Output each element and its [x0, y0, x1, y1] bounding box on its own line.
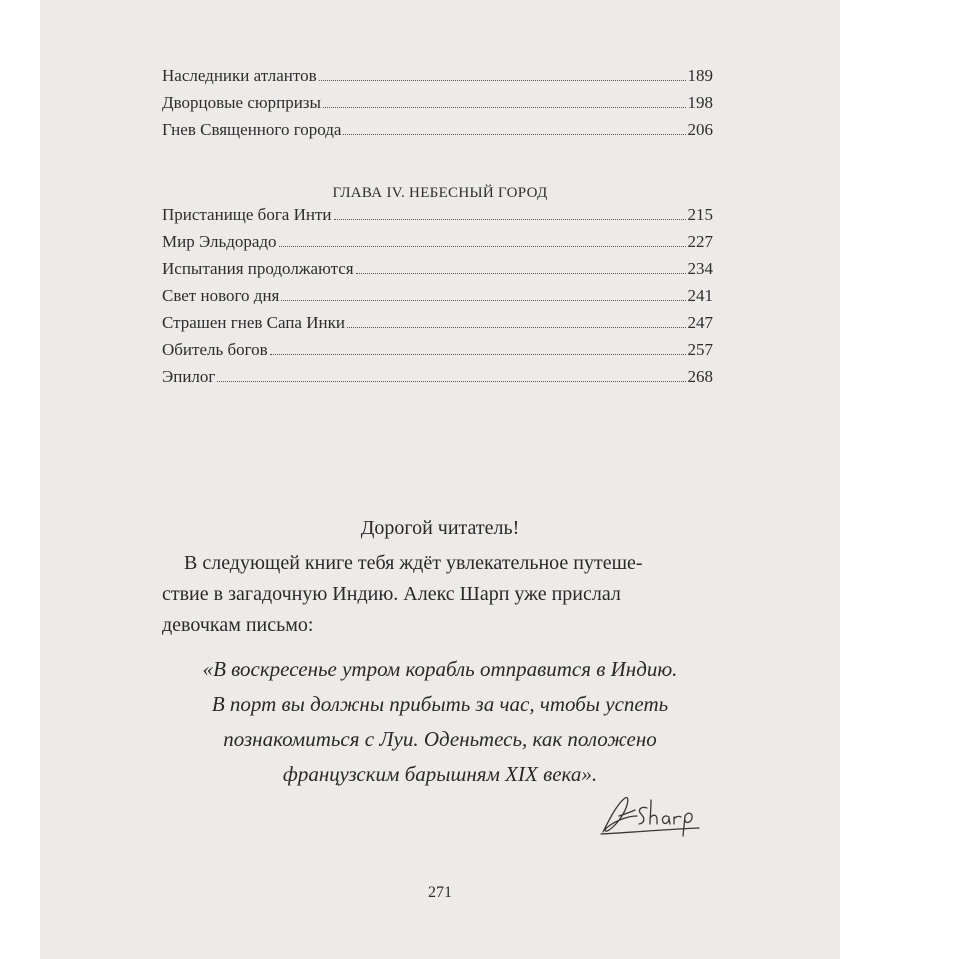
toc-leader-dots	[343, 134, 685, 135]
toc-entry-page: 215	[687, 205, 713, 224]
letter-line: познакомиться с Луи. Оденьтесь, как положено	[223, 727, 657, 751]
chapter-heading: ГЛАВА IV. НЕБЕСНЫЙ ГОРОД	[332, 185, 548, 201]
toc-entry	[162, 340, 713, 367]
toc-entry-page: 206	[687, 120, 713, 139]
toc-entry-page: 227	[687, 232, 713, 251]
toc-entry-page: 257	[687, 340, 713, 359]
page-number: 271	[428, 884, 452, 901]
reader-note-paragraph	[162, 548, 713, 641]
toc-entry	[162, 313, 713, 340]
toc-entry-title: Испытания продолжаются	[162, 259, 354, 278]
reader-note-heading: Дорогой читатель!	[360, 517, 520, 539]
toc-entry	[162, 259, 713, 286]
toc-section-chapter-4	[162, 205, 713, 394]
toc-entry-title: Дворцовые сюрпризы	[162, 93, 321, 112]
toc-entry-title: Наследники атлантов	[162, 66, 317, 85]
toc-section-previous	[162, 66, 713, 147]
letter-line: французским барышням XIX века».	[282, 762, 598, 786]
reader-note-line: В следующей книге тебя ждёт увлекательное путеше-	[184, 552, 643, 574]
reader-note-line: ствие в загадочную Индию. Алекс Шарп уже прислал	[162, 583, 621, 605]
toc-entry	[162, 232, 713, 259]
toc-entry	[162, 120, 713, 147]
toc-entry	[162, 367, 713, 394]
toc-entry-page: 268	[687, 367, 713, 386]
toc-entry-title: Страшен гнев Сапа Инки	[162, 313, 345, 332]
toc-entry-page: 247	[687, 313, 713, 332]
handwritten-signature	[595, 790, 705, 840]
toc-entry-title: Обитель богов	[162, 340, 268, 359]
toc-leader-dots	[281, 300, 685, 301]
toc-leader-dots	[356, 273, 686, 274]
toc-entry-page: 198	[687, 93, 713, 112]
toc-entry-title: Эпилог	[162, 367, 216, 386]
toc-leader-dots	[323, 107, 686, 108]
toc-leader-dots	[334, 219, 686, 220]
letter-line: В порт вы должны прибыть за час, чтобы успеть	[211, 692, 669, 716]
toc-leader-dots	[319, 80, 686, 81]
toc-entry	[162, 205, 713, 232]
toc-entry-page: 234	[687, 259, 713, 278]
toc-entry-title: Мир Эльдорадо	[162, 232, 277, 251]
toc-leader-dots	[279, 246, 686, 247]
toc-entry-page: 189	[687, 66, 713, 85]
reader-note-line: девочкам письмо:	[162, 614, 314, 636]
toc-entry	[162, 66, 713, 93]
toc-entry-title: Гнев Священного города	[162, 120, 342, 139]
toc-entry	[162, 93, 713, 120]
letter-quote	[40, 652, 840, 792]
toc-entry-title: Свет нового дня	[162, 286, 280, 305]
letter-line: «В воскресенье утром корабль отправится в Индию.	[202, 657, 678, 681]
book-page	[40, 0, 840, 959]
toc-leader-dots	[347, 327, 686, 328]
toc-leader-dots	[217, 381, 685, 382]
toc-leader-dots	[270, 354, 686, 355]
toc-entry-title: Пристанище бога Инти	[162, 205, 332, 224]
toc-entry	[162, 286, 713, 313]
toc-entry-page: 241	[687, 286, 713, 305]
